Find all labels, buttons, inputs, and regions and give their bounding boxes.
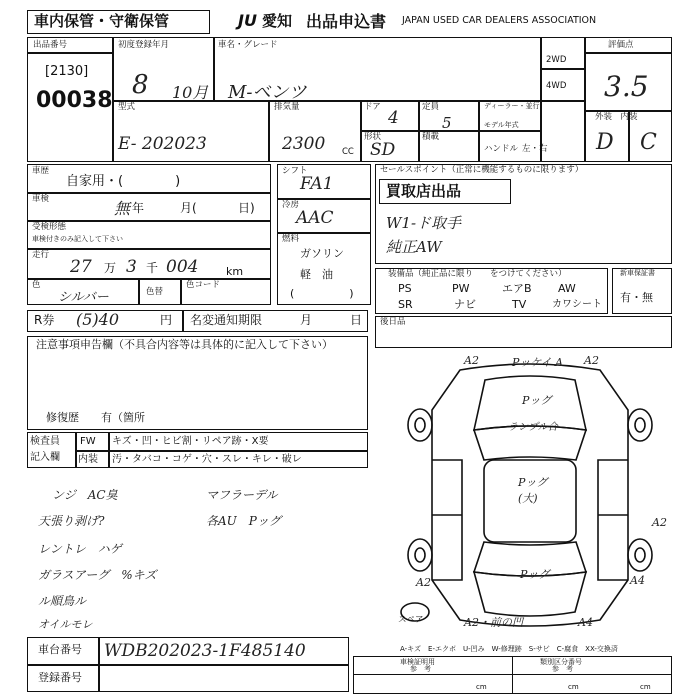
model-year-label: モデル年式 (484, 121, 519, 129)
dmg-right: A2 (652, 516, 667, 529)
note-3: 天張り剥げ? (38, 514, 105, 528)
fuel-gas: ガソリン (300, 247, 344, 260)
dmg-trunk: Pッグ (520, 568, 550, 581)
type-label: 型式 (118, 102, 136, 112)
shape-value: SD (370, 140, 396, 160)
handle-label: ハンドル (484, 144, 519, 154)
dmg-a2-top-left: A2 (464, 354, 479, 367)
equip-aw: AW (558, 282, 576, 295)
nc-day: 日 (350, 313, 363, 327)
storage-title: 車内保管・守衛保管 (34, 12, 170, 30)
reg-no-label: 登録番号 (38, 671, 82, 684)
sen-label: 千 (146, 261, 159, 275)
notes-title: 注意事項申告欄（不具合内容等は具体的に記入して下さい） (36, 338, 333, 351)
note-7: ル順鳥ル (38, 594, 87, 608)
sales-point-label: セールスポイント（正常に機能するものに限ります） (380, 165, 584, 175)
model-grade-label: 車名・グレード (218, 40, 278, 50)
note-5: レントレ ハゲ (38, 542, 122, 556)
equip-pw: PW (452, 282, 470, 295)
fw-row: キズ・凹・ヒビ割・リペア跡・X要 (112, 436, 269, 447)
dmg-top: Pッケイ A (512, 356, 564, 369)
dmg-a2-bl: A2 (416, 576, 431, 589)
equip-sr: SR (398, 298, 413, 311)
doors-value: 4 (388, 108, 399, 128)
shift-value: FA1 (300, 174, 334, 194)
sales-point-2: 純正AW (386, 238, 442, 256)
cm-1: cm (476, 683, 487, 691)
model-name: M-ベンツ (228, 82, 307, 103)
history-value: 自家用・( ) (66, 174, 181, 189)
km-label: km (226, 265, 244, 278)
lease-sub: 車検付きのみ記入して下さい (32, 235, 123, 243)
note-6: ガラスアーグ %キズ (38, 568, 157, 582)
color-value: シルバー (58, 290, 109, 305)
interior-row: 汚・タバコ・コゲ・穴・スレ・キレ・破レ (112, 454, 302, 465)
ext-int-label: 外装 内装 (595, 112, 638, 122)
form-title: 出品申込書 (306, 12, 387, 31)
mileage-rest: 004 (166, 257, 199, 277)
inspection-year: 無 (114, 199, 131, 218)
sales-point-1: W1-ド取手 (386, 214, 462, 232)
eval-score: 3.5 (604, 70, 649, 103)
chassis-label: 車台番号 (38, 643, 82, 656)
capacity-label: 定員 (422, 102, 440, 112)
equip-leather: カワシート (552, 299, 602, 310)
chassis-value: WDB202023-1F485140 (104, 641, 306, 661)
equip-tv: TV (512, 298, 527, 311)
name-change-label: 名変通知期限 (190, 313, 263, 327)
damage-legend: A-キズ E-エクボ U-凹み W-修理跡 S-サビ C-腐食 XX-交換済 (400, 645, 618, 653)
left-right: 左・右 (522, 144, 548, 154)
repair-history: 修復歴 有（箇所 (46, 411, 145, 424)
displacement-value: 2300 (282, 134, 326, 154)
buy-shop-label: 買取店出品 (386, 182, 462, 200)
lot-prefix: [2130] (45, 64, 89, 79)
recycle-value: (5)40 (76, 310, 120, 329)
fuel-diesel: 軽 油 (300, 268, 333, 281)
warranty-values: 有・無 (620, 291, 653, 304)
fuel-paren: ( ) (290, 287, 354, 300)
lot-number: 00038 (36, 88, 113, 113)
interior-label: 内装 (78, 454, 98, 465)
insp-month-label: 月( (180, 201, 197, 215)
equip-ps: PS (398, 282, 412, 295)
equip-airbag: エアB (502, 282, 532, 295)
dealer-label: ディーラー・並行 (484, 102, 540, 110)
mileage-sen: 3 (126, 257, 137, 277)
mileage-label: 走行 (32, 250, 50, 260)
first-reg-label: 初度登録年月 (118, 40, 170, 50)
later-item-block (375, 316, 672, 348)
fill-label: 記入欄 (30, 452, 60, 463)
note-4: 各AU Pッグ (206, 514, 281, 528)
shift-label: シフト (282, 166, 308, 176)
color-change-label: 色替 (146, 287, 164, 297)
cm-3: cm (640, 683, 651, 691)
inspector-label: 検査員 (30, 436, 60, 447)
dmg-screen: ランプル合 (508, 422, 558, 433)
lot-no-label: 出品番号 (33, 40, 68, 50)
mileage-man: 27 (70, 257, 92, 277)
org-name: 愛知 (262, 12, 293, 30)
equipment-label: 装備品（純正品に限り をつけてください） (388, 269, 567, 279)
dmg-a2-top-right: A2 (584, 354, 599, 367)
shape-label: 形状 (364, 132, 382, 142)
dmg-a4-br: A4 (630, 574, 645, 587)
fuel-label: 燃料 (282, 234, 300, 244)
lease-label: 受検形態 (32, 222, 67, 232)
history-label: 車歴 (32, 166, 50, 176)
load-label: 積載 (422, 132, 440, 142)
fw-label: FW (80, 436, 96, 447)
cooling-value: AAC (296, 208, 334, 228)
cert-label: 車検証明用 (400, 658, 435, 666)
note-8: オイルモレ (38, 618, 93, 631)
type-value: E- 202023 (118, 134, 207, 154)
reg-month: 10月 (172, 83, 209, 102)
yen-label: 円 (160, 313, 173, 327)
association-name: JAPAN USED CAR DEALERS ASSOCIATION (402, 15, 597, 26)
ref-label-1: 参 考 (410, 665, 431, 673)
note-1: ンジ AC臭 (52, 488, 118, 502)
note-2: マフラーデル (206, 488, 278, 502)
dmg-a4-bottom: A4 (578, 616, 593, 629)
ju-logo: JU (238, 11, 257, 30)
ext-grade: D (596, 130, 614, 155)
equip-navi: ナビ (454, 298, 476, 311)
cooling-label: 冷房 (282, 200, 300, 210)
dmg-a2-bottom: A2・前の凹 (464, 616, 523, 629)
later-item-label: 後日品 (380, 317, 406, 327)
drive-2wd: 2WD (546, 55, 567, 65)
spare-label: スペア (398, 615, 424, 625)
warranty-label: 新車保証書 (620, 269, 655, 277)
dmg-roof: Pッグ (大) (518, 476, 548, 505)
eval-label: 評価点 (608, 40, 634, 50)
reg-year: 8 (132, 70, 149, 100)
insp-day-label: 日) (238, 201, 255, 215)
man-label: 万 (104, 261, 117, 275)
ref-label-2: 参 考 (552, 665, 573, 673)
inspection-label: 車検 (32, 194, 50, 204)
nc-month: 月 (300, 313, 313, 327)
doors-label: ドア (364, 102, 381, 112)
cc-label: CC (342, 147, 354, 157)
color-label: 色 (32, 280, 41, 290)
dmg-hood: Pッグ (522, 394, 552, 407)
color-code-label: 色コード (186, 280, 221, 290)
cm-2: cm (568, 683, 579, 691)
drive-4wd: 4WD (546, 81, 567, 91)
insp-year-label: 年 (132, 201, 145, 215)
capacity-value: 5 (442, 114, 452, 132)
int-grade: C (640, 130, 657, 155)
displacement-label: 排気量 (274, 102, 300, 112)
cat-code-label: 類別区分番号 (540, 658, 582, 666)
recycle-label: R券 (34, 313, 55, 327)
